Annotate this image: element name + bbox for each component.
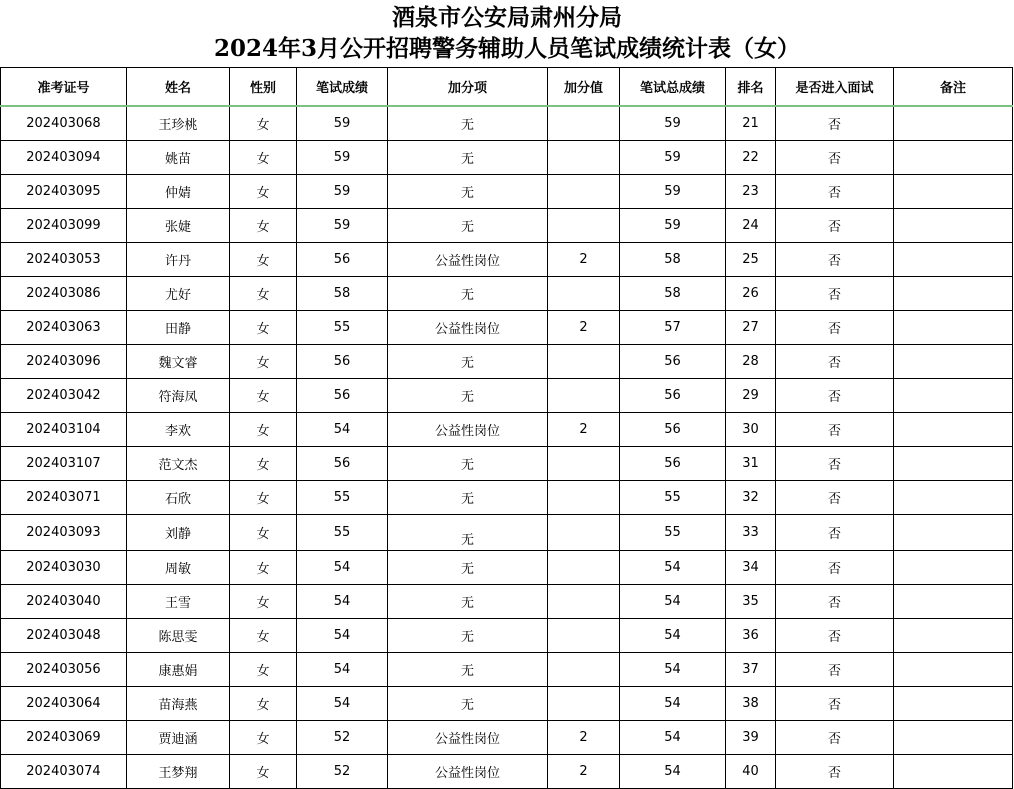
cell-total-score: 54 (620, 653, 726, 687)
cell-rank: 40 (726, 755, 776, 789)
cell-written-score: 56 (297, 345, 388, 379)
cell-interview: 否 (776, 379, 894, 413)
cell-interview: 否 (776, 687, 894, 721)
cell-bonus-item: 无 (388, 585, 548, 619)
cell-interview: 否 (776, 141, 894, 175)
table-row (1, 243, 1013, 277)
cell-bonus-item: 无 (388, 345, 548, 379)
cell-bonus-item: 无 (388, 481, 548, 515)
cell-written-score: 54 (297, 413, 388, 447)
cell-exam-id: 202403086 (1, 277, 127, 311)
cell-interview: 否 (776, 447, 894, 481)
cell-exam-id: 202403056 (1, 653, 127, 687)
table-row (1, 515, 1013, 551)
cell-name: 范文杰 (127, 447, 230, 481)
cell-bonus-value (548, 175, 620, 209)
cell-rank: 26 (726, 277, 776, 311)
cell-name: 尤好 (127, 277, 230, 311)
cell-interview: 否 (776, 481, 894, 515)
table-row (1, 721, 1013, 755)
cell-exam-id: 202403074 (1, 755, 127, 789)
cell-name: 陈思雯 (127, 619, 230, 653)
cell-remarks (894, 755, 1013, 789)
cell-gender: 女 (230, 687, 297, 721)
cell-written-score: 56 (297, 243, 388, 277)
cell-bonus-item: 无 (388, 687, 548, 721)
cell-rank: 38 (726, 687, 776, 721)
cell-written-score: 55 (297, 311, 388, 345)
cell-total-score: 54 (620, 551, 726, 585)
cell-bonus-item: 无 (388, 141, 548, 175)
cell-rank: 28 (726, 345, 776, 379)
title-table-name: 2024年3月公开招聘警务辅助人员笔试成绩统计表（女） (213, 35, 801, 62)
cell-name: 王珍桃 (127, 106, 230, 141)
cell-bonus-value (548, 481, 620, 515)
cell-bonus-item: 无 (388, 277, 548, 311)
cell-rank: 31 (726, 447, 776, 481)
header-written-score: 笔试成绩 (297, 68, 388, 107)
cell-remarks (894, 585, 1013, 619)
score-table (0, 67, 1013, 789)
cell-remarks (894, 311, 1013, 345)
cell-written-score: 54 (297, 551, 388, 585)
cell-remarks (894, 106, 1013, 141)
cell-rank: 37 (726, 653, 776, 687)
cell-bonus-value (548, 209, 620, 243)
cell-rank: 32 (726, 481, 776, 515)
cell-gender: 女 (230, 585, 297, 619)
cell-remarks (894, 277, 1013, 311)
cell-exam-id: 202403069 (1, 721, 127, 755)
cell-rank: 39 (726, 721, 776, 755)
table-row (1, 481, 1013, 515)
cell-total-score: 58 (620, 277, 726, 311)
cell-bonus-value (548, 551, 620, 585)
table-row (1, 209, 1013, 243)
cell-remarks (894, 413, 1013, 447)
cell-remarks (894, 141, 1013, 175)
cell-name: 田静 (127, 311, 230, 345)
table-row (1, 755, 1013, 789)
cell-name: 王梦翔 (127, 755, 230, 789)
cell-written-score: 56 (297, 379, 388, 413)
cell-total-score: 59 (620, 175, 726, 209)
table-row (1, 687, 1013, 721)
table-row (1, 277, 1013, 311)
cell-interview: 否 (776, 311, 894, 345)
cell-gender: 女 (230, 653, 297, 687)
cell-exam-id: 202403068 (1, 106, 127, 141)
cell-remarks (894, 721, 1013, 755)
cell-bonus-item: 无 (388, 653, 548, 687)
cell-gender: 女 (230, 311, 297, 345)
cell-written-score: 54 (297, 687, 388, 721)
cell-remarks (894, 379, 1013, 413)
cell-name: 李欢 (127, 413, 230, 447)
cell-exam-id: 202403071 (1, 481, 127, 515)
header-rank: 排名 (726, 68, 776, 107)
cell-remarks (894, 447, 1013, 481)
cell-interview: 否 (776, 175, 894, 209)
cell-total-score: 59 (620, 209, 726, 243)
cell-bonus-value (548, 585, 620, 619)
cell-total-score: 54 (620, 721, 726, 755)
cell-exam-id: 202403063 (1, 311, 127, 345)
cell-remarks (894, 551, 1013, 585)
cell-gender: 女 (230, 106, 297, 141)
table-row (1, 311, 1013, 345)
cell-gender: 女 (230, 619, 297, 653)
table-row (1, 585, 1013, 619)
cell-interview: 否 (776, 106, 894, 141)
cell-exam-id: 202403042 (1, 379, 127, 413)
cell-interview: 否 (776, 755, 894, 789)
cell-written-score: 52 (297, 755, 388, 789)
cell-gender: 女 (230, 345, 297, 379)
header-remarks: 备注 (894, 68, 1013, 107)
cell-rank: 35 (726, 585, 776, 619)
cell-gender: 女 (230, 243, 297, 277)
cell-total-score: 58 (620, 243, 726, 277)
cell-name: 王雪 (127, 585, 230, 619)
table-row (1, 175, 1013, 209)
header-interview: 是否进入面试 (776, 68, 894, 107)
cell-rank: 24 (726, 209, 776, 243)
cell-interview: 否 (776, 551, 894, 585)
cell-interview: 否 (776, 515, 894, 551)
cell-rank: 21 (726, 106, 776, 141)
cell-total-score: 59 (620, 141, 726, 175)
table-row (1, 106, 1013, 141)
cell-written-score: 54 (297, 653, 388, 687)
cell-interview: 否 (776, 345, 894, 379)
cell-exam-id: 202403094 (1, 141, 127, 175)
cell-written-score: 55 (297, 481, 388, 515)
cell-exam-id: 202403099 (1, 209, 127, 243)
cell-name: 石欣 (127, 481, 230, 515)
cell-gender: 女 (230, 379, 297, 413)
cell-remarks (894, 619, 1013, 653)
cell-bonus-value: 2 (548, 721, 620, 755)
cell-interview: 否 (776, 413, 894, 447)
header-bonus-value: 加分值 (548, 68, 620, 107)
cell-exam-id: 202403096 (1, 345, 127, 379)
cell-rank: 36 (726, 619, 776, 653)
cell-rank: 23 (726, 175, 776, 209)
cell-name: 魏文睿 (127, 345, 230, 379)
cell-name: 康惠娟 (127, 653, 230, 687)
cell-remarks (894, 687, 1013, 721)
header-bonus-item: 加分项 (388, 68, 548, 107)
cell-bonus-value (548, 619, 620, 653)
cell-bonus-value: 2 (548, 413, 620, 447)
cell-bonus-item: 公益性岗位 (388, 311, 548, 345)
cell-written-score: 59 (297, 106, 388, 141)
cell-interview: 否 (776, 209, 894, 243)
cell-total-score: 56 (620, 413, 726, 447)
table-header-row (1, 68, 1013, 107)
cell-gender: 女 (230, 209, 297, 243)
table-body (1, 106, 1013, 789)
header-exam-id: 准考证号 (1, 68, 127, 107)
cell-interview: 否 (776, 619, 894, 653)
cell-bonus-item: 无 (388, 619, 548, 653)
cell-written-score: 59 (297, 141, 388, 175)
cell-rank: 33 (726, 515, 776, 551)
cell-gender: 女 (230, 721, 297, 755)
cell-total-score: 54 (620, 585, 726, 619)
cell-total-score: 55 (620, 481, 726, 515)
cell-bonus-item: 公益性岗位 (388, 243, 548, 277)
cell-total-score: 56 (620, 447, 726, 481)
header-name: 姓名 (127, 68, 230, 107)
cell-bonus-item: 无 (388, 379, 548, 413)
cell-bonus-value: 2 (548, 755, 620, 789)
cell-written-score: 58 (297, 277, 388, 311)
cell-total-score: 54 (620, 687, 726, 721)
cell-gender: 女 (230, 175, 297, 209)
cell-name: 许丹 (127, 243, 230, 277)
table-row (1, 619, 1013, 653)
cell-gender: 女 (230, 141, 297, 175)
cell-written-score: 54 (297, 585, 388, 619)
cell-bonus-item: 公益性岗位 (388, 721, 548, 755)
cell-bonus-value (548, 141, 620, 175)
cell-bonus-item: 公益性岗位 (388, 413, 548, 447)
cell-bonus-value: 2 (548, 243, 620, 277)
cell-rank: 25 (726, 243, 776, 277)
cell-exam-id: 202403104 (1, 413, 127, 447)
cell-bonus-item: 无 (388, 447, 548, 481)
cell-bonus-value (548, 515, 620, 551)
cell-gender: 女 (230, 413, 297, 447)
cell-name: 贾迪涵 (127, 721, 230, 755)
cell-written-score: 59 (297, 175, 388, 209)
cell-gender: 女 (230, 551, 297, 585)
cell-name: 周敏 (127, 551, 230, 585)
cell-exam-id: 202403095 (1, 175, 127, 209)
cell-written-score: 59 (297, 209, 388, 243)
cell-bonus-value (548, 687, 620, 721)
header-gender: 性别 (230, 68, 297, 107)
cell-exam-id: 202403107 (1, 447, 127, 481)
cell-bonus-item: 无 (388, 175, 548, 209)
cell-bonus-value (548, 379, 620, 413)
cell-interview: 否 (776, 585, 894, 619)
cell-written-score: 54 (297, 619, 388, 653)
cell-total-score: 55 (620, 515, 726, 551)
cell-remarks (894, 243, 1013, 277)
table-row (1, 379, 1013, 413)
cell-total-score: 54 (620, 755, 726, 789)
cell-interview: 否 (776, 243, 894, 277)
table-row (1, 653, 1013, 687)
cell-rank: 34 (726, 551, 776, 585)
title-organization: 酒泉市公安局肃州分局 (392, 4, 622, 31)
cell-interview: 否 (776, 277, 894, 311)
table-row (1, 413, 1013, 447)
cell-name: 姚苗 (127, 141, 230, 175)
cell-bonus-value (548, 106, 620, 141)
cell-exam-id: 202403040 (1, 585, 127, 619)
cell-interview: 否 (776, 721, 894, 755)
cell-name: 仲婧 (127, 175, 230, 209)
cell-bonus-item: 无 (388, 106, 548, 141)
cell-remarks (894, 209, 1013, 243)
cell-total-score: 57 (620, 311, 726, 345)
cell-interview: 否 (776, 653, 894, 687)
cell-rank: 22 (726, 141, 776, 175)
cell-total-score: 54 (620, 619, 726, 653)
table-row (1, 447, 1013, 481)
cell-remarks (894, 481, 1013, 515)
cell-bonus-value (548, 447, 620, 481)
cell-written-score: 55 (297, 515, 388, 551)
cell-name: 刘静 (127, 515, 230, 551)
cell-rank: 30 (726, 413, 776, 447)
cell-exam-id: 202403048 (1, 619, 127, 653)
cell-name: 苗海燕 (127, 687, 230, 721)
cell-rank: 27 (726, 311, 776, 345)
cell-name: 张婕 (127, 209, 230, 243)
cell-gender: 女 (230, 515, 297, 551)
cell-bonus-item: 无 (388, 551, 548, 585)
cell-total-score: 59 (620, 106, 726, 141)
header-total-score: 笔试总成绩 (620, 68, 726, 107)
cell-name: 符海凤 (127, 379, 230, 413)
cell-rank: 29 (726, 379, 776, 413)
cell-remarks (894, 653, 1013, 687)
cell-bonus-value: 2 (548, 311, 620, 345)
cell-total-score: 56 (620, 345, 726, 379)
cell-bonus-value (548, 277, 620, 311)
cell-remarks (894, 515, 1013, 551)
cell-written-score: 52 (297, 721, 388, 755)
cell-exam-id: 202403030 (1, 551, 127, 585)
cell-gender: 女 (230, 277, 297, 311)
cell-total-score: 56 (620, 379, 726, 413)
cell-exam-id: 202403053 (1, 243, 127, 277)
cell-exam-id: 202403093 (1, 515, 127, 551)
table-row (1, 141, 1013, 175)
table-row (1, 345, 1013, 379)
cell-gender: 女 (230, 447, 297, 481)
cell-remarks (894, 175, 1013, 209)
cell-gender: 女 (230, 755, 297, 789)
cell-bonus-item: 公益性岗位 (388, 755, 548, 789)
cell-remarks (894, 345, 1013, 379)
cell-written-score: 56 (297, 447, 388, 481)
cell-bonus-item: 无 (388, 515, 548, 551)
cell-gender: 女 (230, 481, 297, 515)
cell-bonus-value (548, 345, 620, 379)
cell-bonus-value (548, 653, 620, 687)
cell-exam-id: 202403064 (1, 687, 127, 721)
table-row (1, 551, 1013, 585)
cell-bonus-item: 无 (388, 209, 548, 243)
